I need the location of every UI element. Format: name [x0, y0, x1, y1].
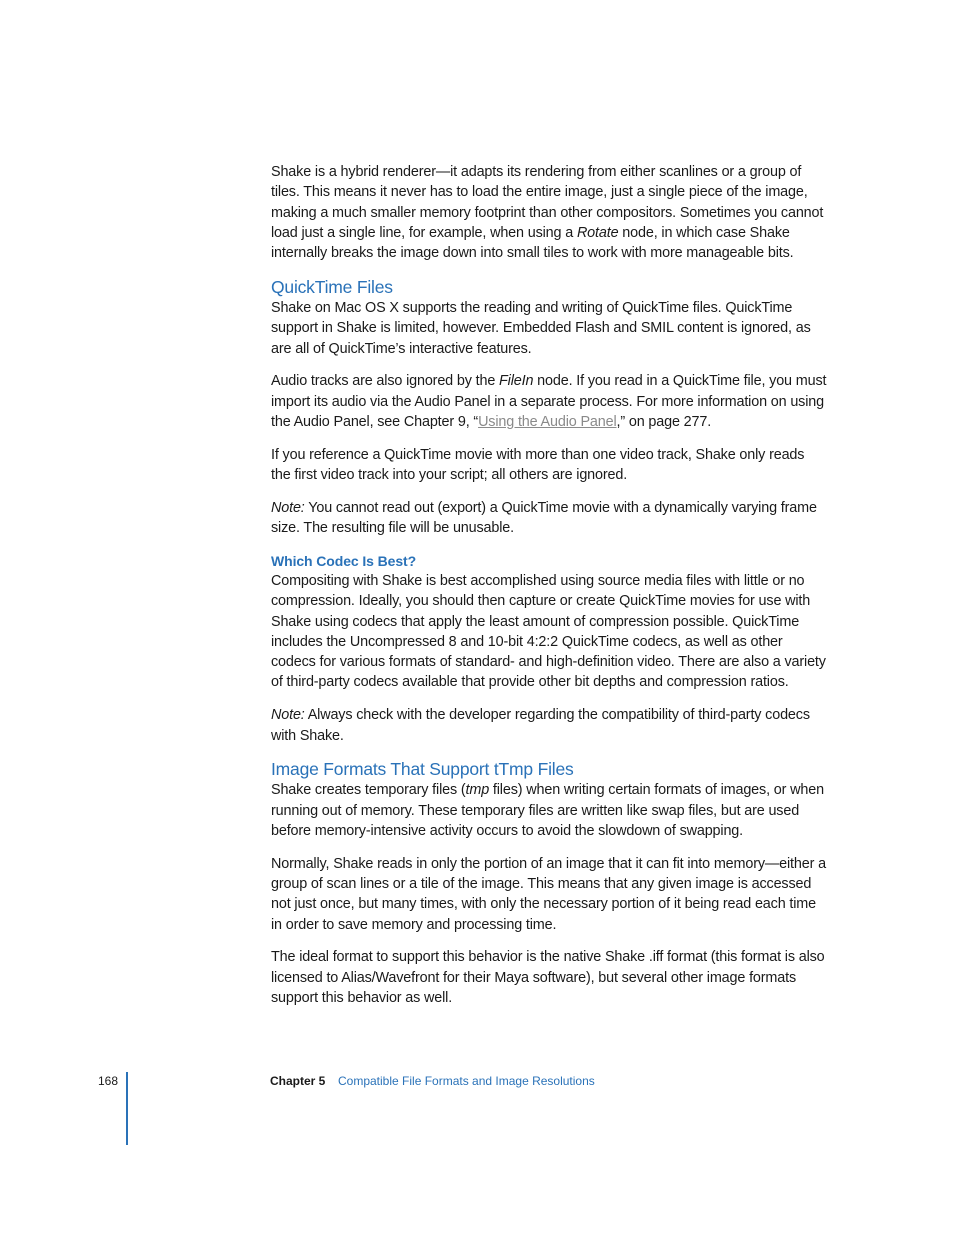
- codec-heading: Which Codec Is Best?: [271, 552, 417, 569]
- ttmp-p1-text-b: files) when writing certain formats of images, or when running out of memory. These temporary files are written like swap files, but are used before memory-intensive activity occurs to avoid the slowdown of swapping.: [271, 782, 824, 839]
- codec-paragraph: Compositing with Shake is best accomplished using source media files with little or no compression. Ideally, you should then capture or create QuickTime movies for use with Shake using codecs that apply the least amount of compression possible. QuickTime includes the Uncompressed 8 and 10-bit 4:2:2 QuickTime codecs, as well as other codecs for various formats of standard- and high-definition video. There are also a variety of third-party codecs available that provide other bit depths and compression ratios.: [271, 572, 826, 691]
- page-content: [271, 162, 827, 1021]
- quicktime-heading: QuickTime Files: [271, 276, 393, 297]
- note-label: Note:: [271, 707, 305, 724]
- ttmp-paragraph-3: The ideal format to support this behavior is the native Shake .iff format (this format is also licensed to Alias/Wavefront for their Maya software), but several other image formats support this behavior as well.: [271, 949, 825, 1006]
- rotate-term: Rotate: [576, 224, 619, 241]
- page-number: 168: [98, 1074, 119, 1088]
- intro-text-a: Shake is a hybrid renderer—it adapts its rendering from either scanlines or a group of tiles. This means it never has to load the entire image, just a single piece of the image, making a much smaller memory footprint than other compositors. Sometimes you cannot load just a single line, for example, when using a: [271, 164, 824, 241]
- footer-chapter-title: Compatible File Formats and Image Resolutions: [338, 1074, 595, 1088]
- audio-panel-link[interactable]: Using the Audio Panel: [478, 413, 617, 430]
- qt-p2-text-c: ,” on page 277.: [616, 413, 712, 430]
- tmp-term: tmp: [465, 782, 490, 799]
- quicktime-paragraph-1: Shake on Mac OS X supports the reading and writing of QuickTime files. QuickTime support in Shake is limited, however. Embedded Flash and SMIL content is ignored, as are all of QuickTime’s interactive features.: [271, 299, 811, 357]
- footer-chapter-label: Chapter 5: [270, 1074, 326, 1088]
- footer-divider: [126, 1072, 128, 1145]
- note-text: Always check with the developer regarding the compatibility of third-party codecs with Shake.: [271, 707, 810, 744]
- qt-p2-text-a: Audio tracks are also ignored by the: [271, 373, 500, 390]
- codec-note: [271, 705, 827, 746]
- quicktime-note: [271, 498, 827, 539]
- qt-p2-text-b: node. If you read in a QuickTime file, you must import its audio via the Audio Panel in a separate process. For more information on using the Audio Panel, see Chapter 9, “: [271, 373, 827, 430]
- ttmp-paragraph-1: [271, 780, 827, 841]
- note-label: Note:: [271, 499, 305, 516]
- intro-text-b: node, in which case Shake internally breaks the image down into small tiles to work with more manageable bits.: [271, 224, 794, 262]
- note-text: You cannot read out (export) a QuickTime movie with a dynamically varying frame size. The resulting file will be unusable.: [271, 499, 817, 537]
- intro-paragraph: [271, 162, 827, 263]
- filein-term: FileIn: [499, 373, 534, 390]
- quicktime-paragraph-3: If you reference a QuickTime movie with more than one video track, Shake only reads the first video track into your script; all others are ignored.: [271, 446, 805, 484]
- ttmp-heading: Image Formats That Support tTmp Files: [271, 759, 574, 780]
- ttmp-paragraph-2: Normally, Shake reads in only the portion of an image that it can fit into memory—either a group of scan lines or a tile of the image. This means that any given image is accessed not just once, but many times, with only the necessary portion of it being read each time in order to save memory and processing time.: [271, 855, 826, 933]
- ttmp-p1-text-a: Shake creates temporary files (: [271, 782, 466, 799]
- quicktime-paragraph-2: [271, 371, 827, 432]
